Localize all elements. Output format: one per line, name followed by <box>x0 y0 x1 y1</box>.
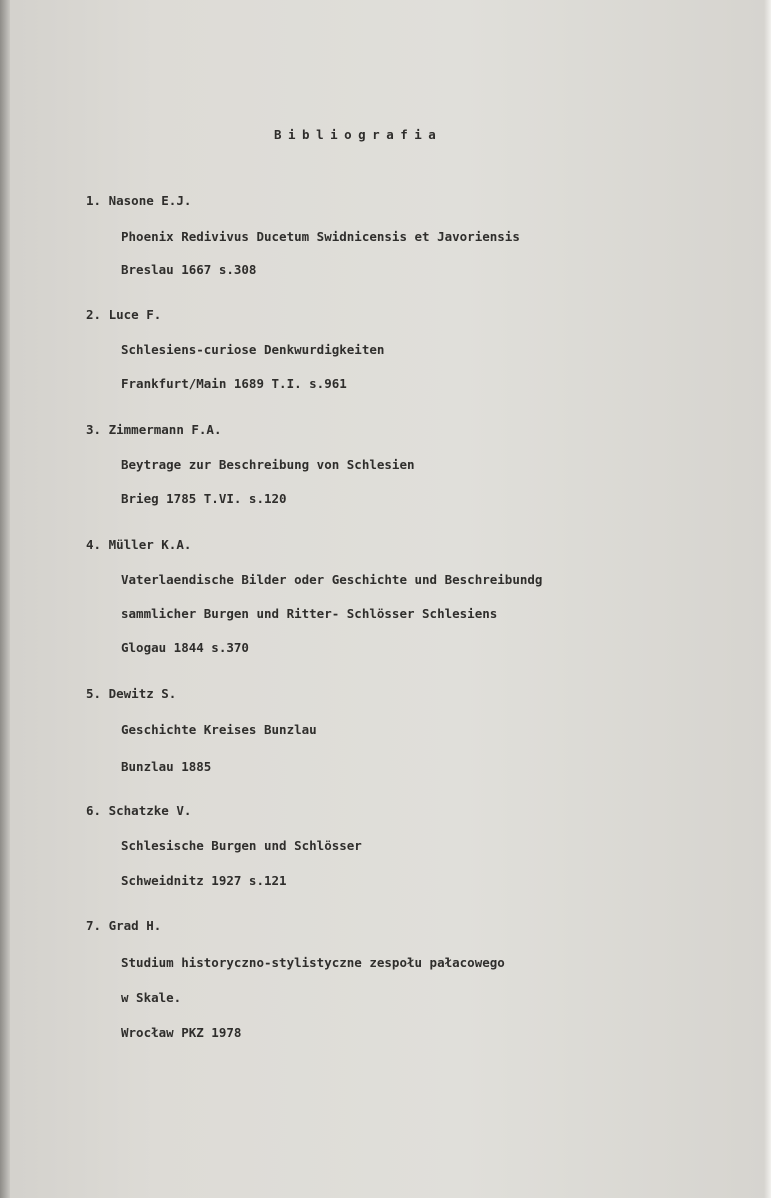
entry-4-title: Vaterlaendische Bilder oder Geschichte und Beschreibundg <box>121 572 543 587</box>
entry-1-heading <box>86 193 191 208</box>
entry-6-publication: Schweidnitz 1927 s.121 <box>121 873 287 888</box>
entry-7-publication: Wrocław PKZ 1978 <box>121 1025 242 1040</box>
entry-6-title: Schlesische Burgen und Schlösser <box>121 838 362 853</box>
entry-1-title: Phoenix Redivivus Ducetum Swidnicensis et Javoriensis <box>121 229 520 244</box>
entry-number: 7. <box>86 918 102 933</box>
entry-7-heading <box>86 918 161 933</box>
entry-7-title-continued: w Skale. <box>121 990 182 1005</box>
entry-5-heading <box>86 686 176 701</box>
entry-4-publication: Glogau 1844 s.370 <box>121 640 249 655</box>
entry-3-heading <box>86 422 221 437</box>
page-title: Bibliografia <box>274 127 443 142</box>
entry-author: Schatzke V. <box>108 803 192 818</box>
entry-2-title: Schlesiens-curiose Denkwurdigkeiten <box>121 342 385 357</box>
entry-author: Dewitz S. <box>108 686 177 701</box>
entry-number: 4. <box>86 537 102 552</box>
entry-author: Müller K.A. <box>108 537 192 552</box>
entry-3-publication: Brieg 1785 T.VI. s.120 <box>121 491 287 506</box>
entry-number: 5. <box>86 686 102 701</box>
page-edge <box>764 0 771 1198</box>
entry-1-publication: Breslau 1667 s.308 <box>121 262 257 277</box>
entry-author: Zimmermann F.A. <box>108 422 222 437</box>
entry-2-heading <box>86 307 161 322</box>
entry-7-title: Studium historyczno-stylistyczne zespołu pałacowego <box>121 955 505 970</box>
entry-author: Luce F. <box>108 307 162 322</box>
entry-number: 6. <box>86 803 102 818</box>
entry-5-publication: Bunzlau 1885 <box>121 759 212 774</box>
entry-number: 3. <box>86 422 102 437</box>
entry-author: Grad H. <box>108 918 162 933</box>
entry-4-heading <box>86 537 191 552</box>
entry-3-title: Beytrage zur Beschreibung von Schlesien <box>121 457 415 472</box>
entry-6-heading <box>86 803 191 818</box>
entry-2-publication: Frankfurt/Main 1689 T.I. s.961 <box>121 376 347 391</box>
entry-5-title: Geschichte Kreises Bunzlau <box>121 722 317 737</box>
entry-number: 1. <box>86 193 102 208</box>
entry-author: Nasone E.J. <box>108 193 192 208</box>
entry-4-title-continued: sammlicher Burgen und Ritter- Schlösser Schlesiens <box>121 606 498 621</box>
entry-number: 2. <box>86 307 102 322</box>
binding-shadow <box>0 0 10 1198</box>
